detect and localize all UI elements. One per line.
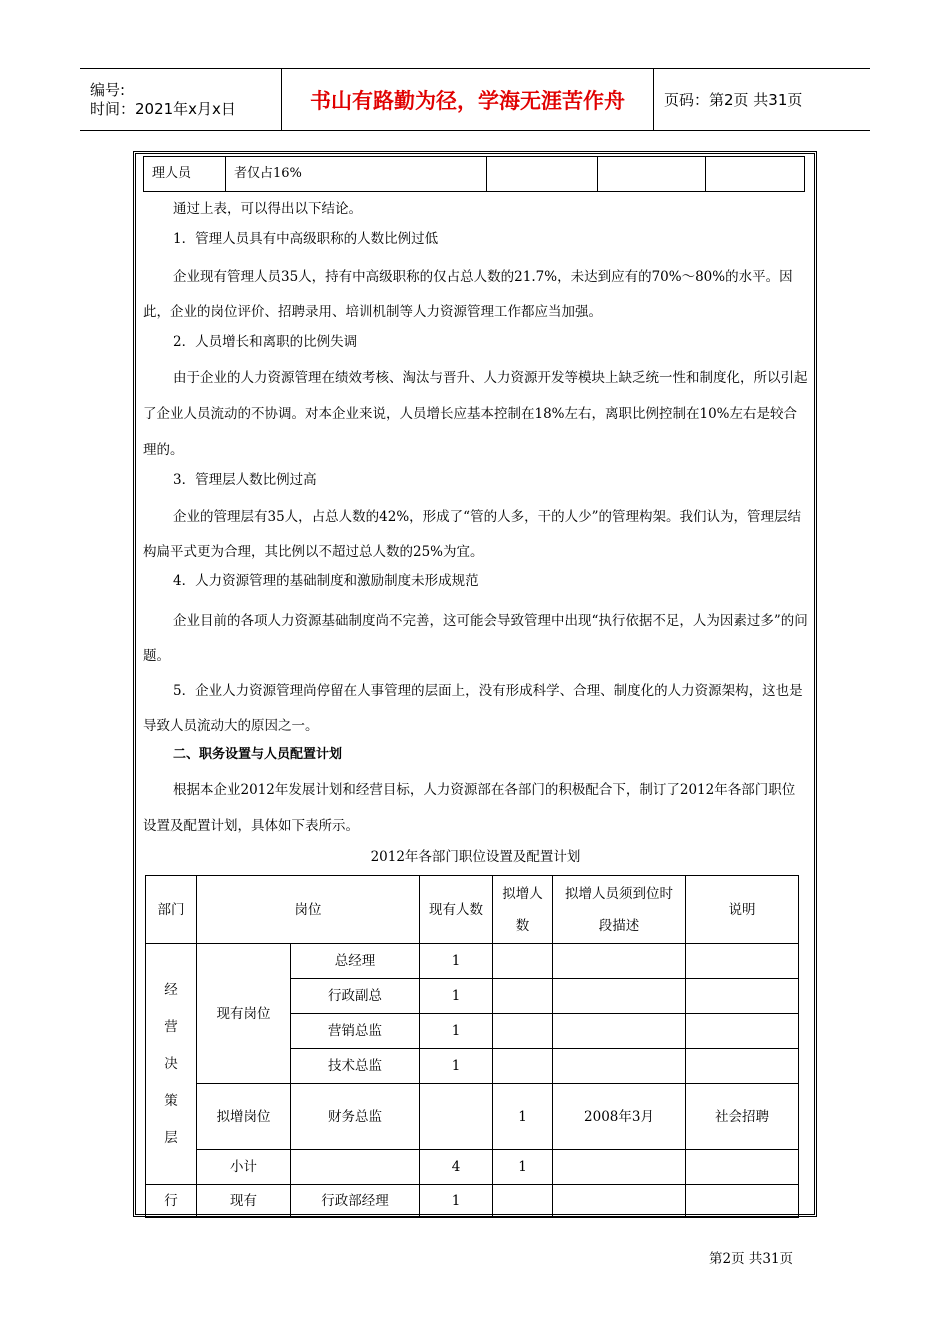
dept-cell: 行 — [146, 1185, 197, 1218]
header-planned: 拟增人数 — [493, 876, 553, 944]
header-meta — [80, 69, 281, 130]
table-row — [146, 944, 799, 979]
current-cell: 1 — [420, 1185, 493, 1218]
page-footer: 第2页 共31页 — [709, 1251, 794, 1267]
header-page-info: 页码：第2页 共31页 — [664, 91, 803, 109]
section-title: 二、职务设置与人员配置计划 — [173, 747, 343, 762]
planned-cell: 1 — [493, 1084, 553, 1150]
paragraph: 通过上表，可以得出以下结论。 — [173, 201, 362, 217]
heading-conclusion-2: 2．人员增长和离职的比例失调 — [173, 334, 358, 350]
heading-conclusion-1: 1．管理人员具有中高级职称的人数比例过低 — [173, 231, 439, 247]
table-cell: 理人员 — [144, 157, 226, 192]
header-note: 说明 — [686, 876, 799, 944]
page-header — [80, 68, 870, 131]
table-row — [146, 1185, 799, 1218]
header-arrival: 拟增人员须到位时段描述 — [553, 876, 686, 944]
header-motto: 书山有路勤为径，学海无涯苦作舟 — [281, 69, 654, 130]
post-cell: 行政副总 — [291, 979, 420, 1014]
arrival-cell: 2008年3月 — [553, 1084, 686, 1150]
table-cell: 者仅占16% — [226, 157, 487, 192]
subtotal-current: 4 — [420, 1150, 493, 1185]
current-cell: 1 — [420, 979, 493, 1014]
previous-table-tail — [143, 156, 805, 192]
header-current: 现有人数 — [420, 876, 493, 944]
current-cell: 1 — [420, 1014, 493, 1049]
heading-conclusion-4: 4．人力资源管理的基础制度和激励制度未形成规范 — [173, 573, 479, 589]
serial-label: 编号: — [90, 80, 126, 99]
heading-conclusion-3: 3．管理层人数比例过高 — [173, 472, 317, 488]
header-post: 岗位 — [197, 876, 420, 944]
note-cell: 社会招聘 — [686, 1084, 799, 1150]
post-cell: 行政部经理 — [291, 1185, 420, 1218]
subtotal-label: 小计 — [197, 1150, 291, 1185]
group-cell: 现有 — [197, 1185, 291, 1218]
time-label: 时间：2021年x月x日 — [90, 99, 236, 118]
group-planned: 拟增岗位 — [197, 1084, 291, 1150]
current-cell: 1 — [420, 944, 493, 979]
paragraph: 企业的管理层有35人，占总人数的42%，形成了“管的人多，干的人少”的管理构架。我们认为，管理层结构扁平式更为合理，其比例以不超过总人数的25%为宜。 — [143, 509, 801, 560]
table-cell — [706, 157, 805, 192]
header-dept: 部门 — [146, 876, 197, 944]
post-cell: 技术总监 — [291, 1049, 420, 1084]
table-caption: 2012年各部门职位设置及配置计划 — [370, 849, 581, 865]
paragraph: 企业现有管理人员35人，持有中高级职称的仅占总人数的21.7%，未达到应有的70%～80%的水平。因此，企业的岗位评价、招聘录用、培训机制等人力资源管理工作都应当加强。 — [143, 269, 793, 320]
paragraph: 企业目前的各项人力资源基础制度尚不完善，这可能会导致管理中出现“执行依据不足，人为因素过多”的问题。 — [143, 613, 808, 664]
post-cell: 财务总监 — [291, 1084, 420, 1150]
paragraph: 由于企业的人力资源管理在绩效考核、淘汰与晋升、人力资源开发等模块上缺乏统一性和制度化，所以引起了企业人员流动的不协调。对本企业来说，人员增长应基本控制在18%左右，离职比例控制在10%左右是较合理的。 — [143, 370, 808, 458]
position-plan-table — [145, 875, 799, 1218]
table-cell — [598, 157, 706, 192]
subtotal-row — [146, 1150, 799, 1185]
subtotal-planned: 1 — [493, 1150, 553, 1185]
table-row — [146, 1084, 799, 1150]
post-cell: 营销总监 — [291, 1014, 420, 1049]
table-cell — [487, 157, 598, 192]
dept-cell: 经营决策层 — [146, 944, 197, 1185]
current-cell: 1 — [420, 1049, 493, 1084]
group-existing: 现有岗位 — [197, 944, 291, 1084]
post-cell: 总经理 — [291, 944, 420, 979]
table-header-row — [146, 876, 799, 944]
paragraph: 根据本企业2012年发展计划和经营目标，人力资源部在各部门的积极配合下，制订了2012年各部门职位设置及配置计划，具体如下表所示。 — [143, 782, 796, 834]
paragraph: 5．企业人力资源管理尚停留在人事管理的层面上，没有形成科学、合理、制度化的人力资源架构，这也是导致人员流动大的原因之一。 — [143, 683, 803, 734]
